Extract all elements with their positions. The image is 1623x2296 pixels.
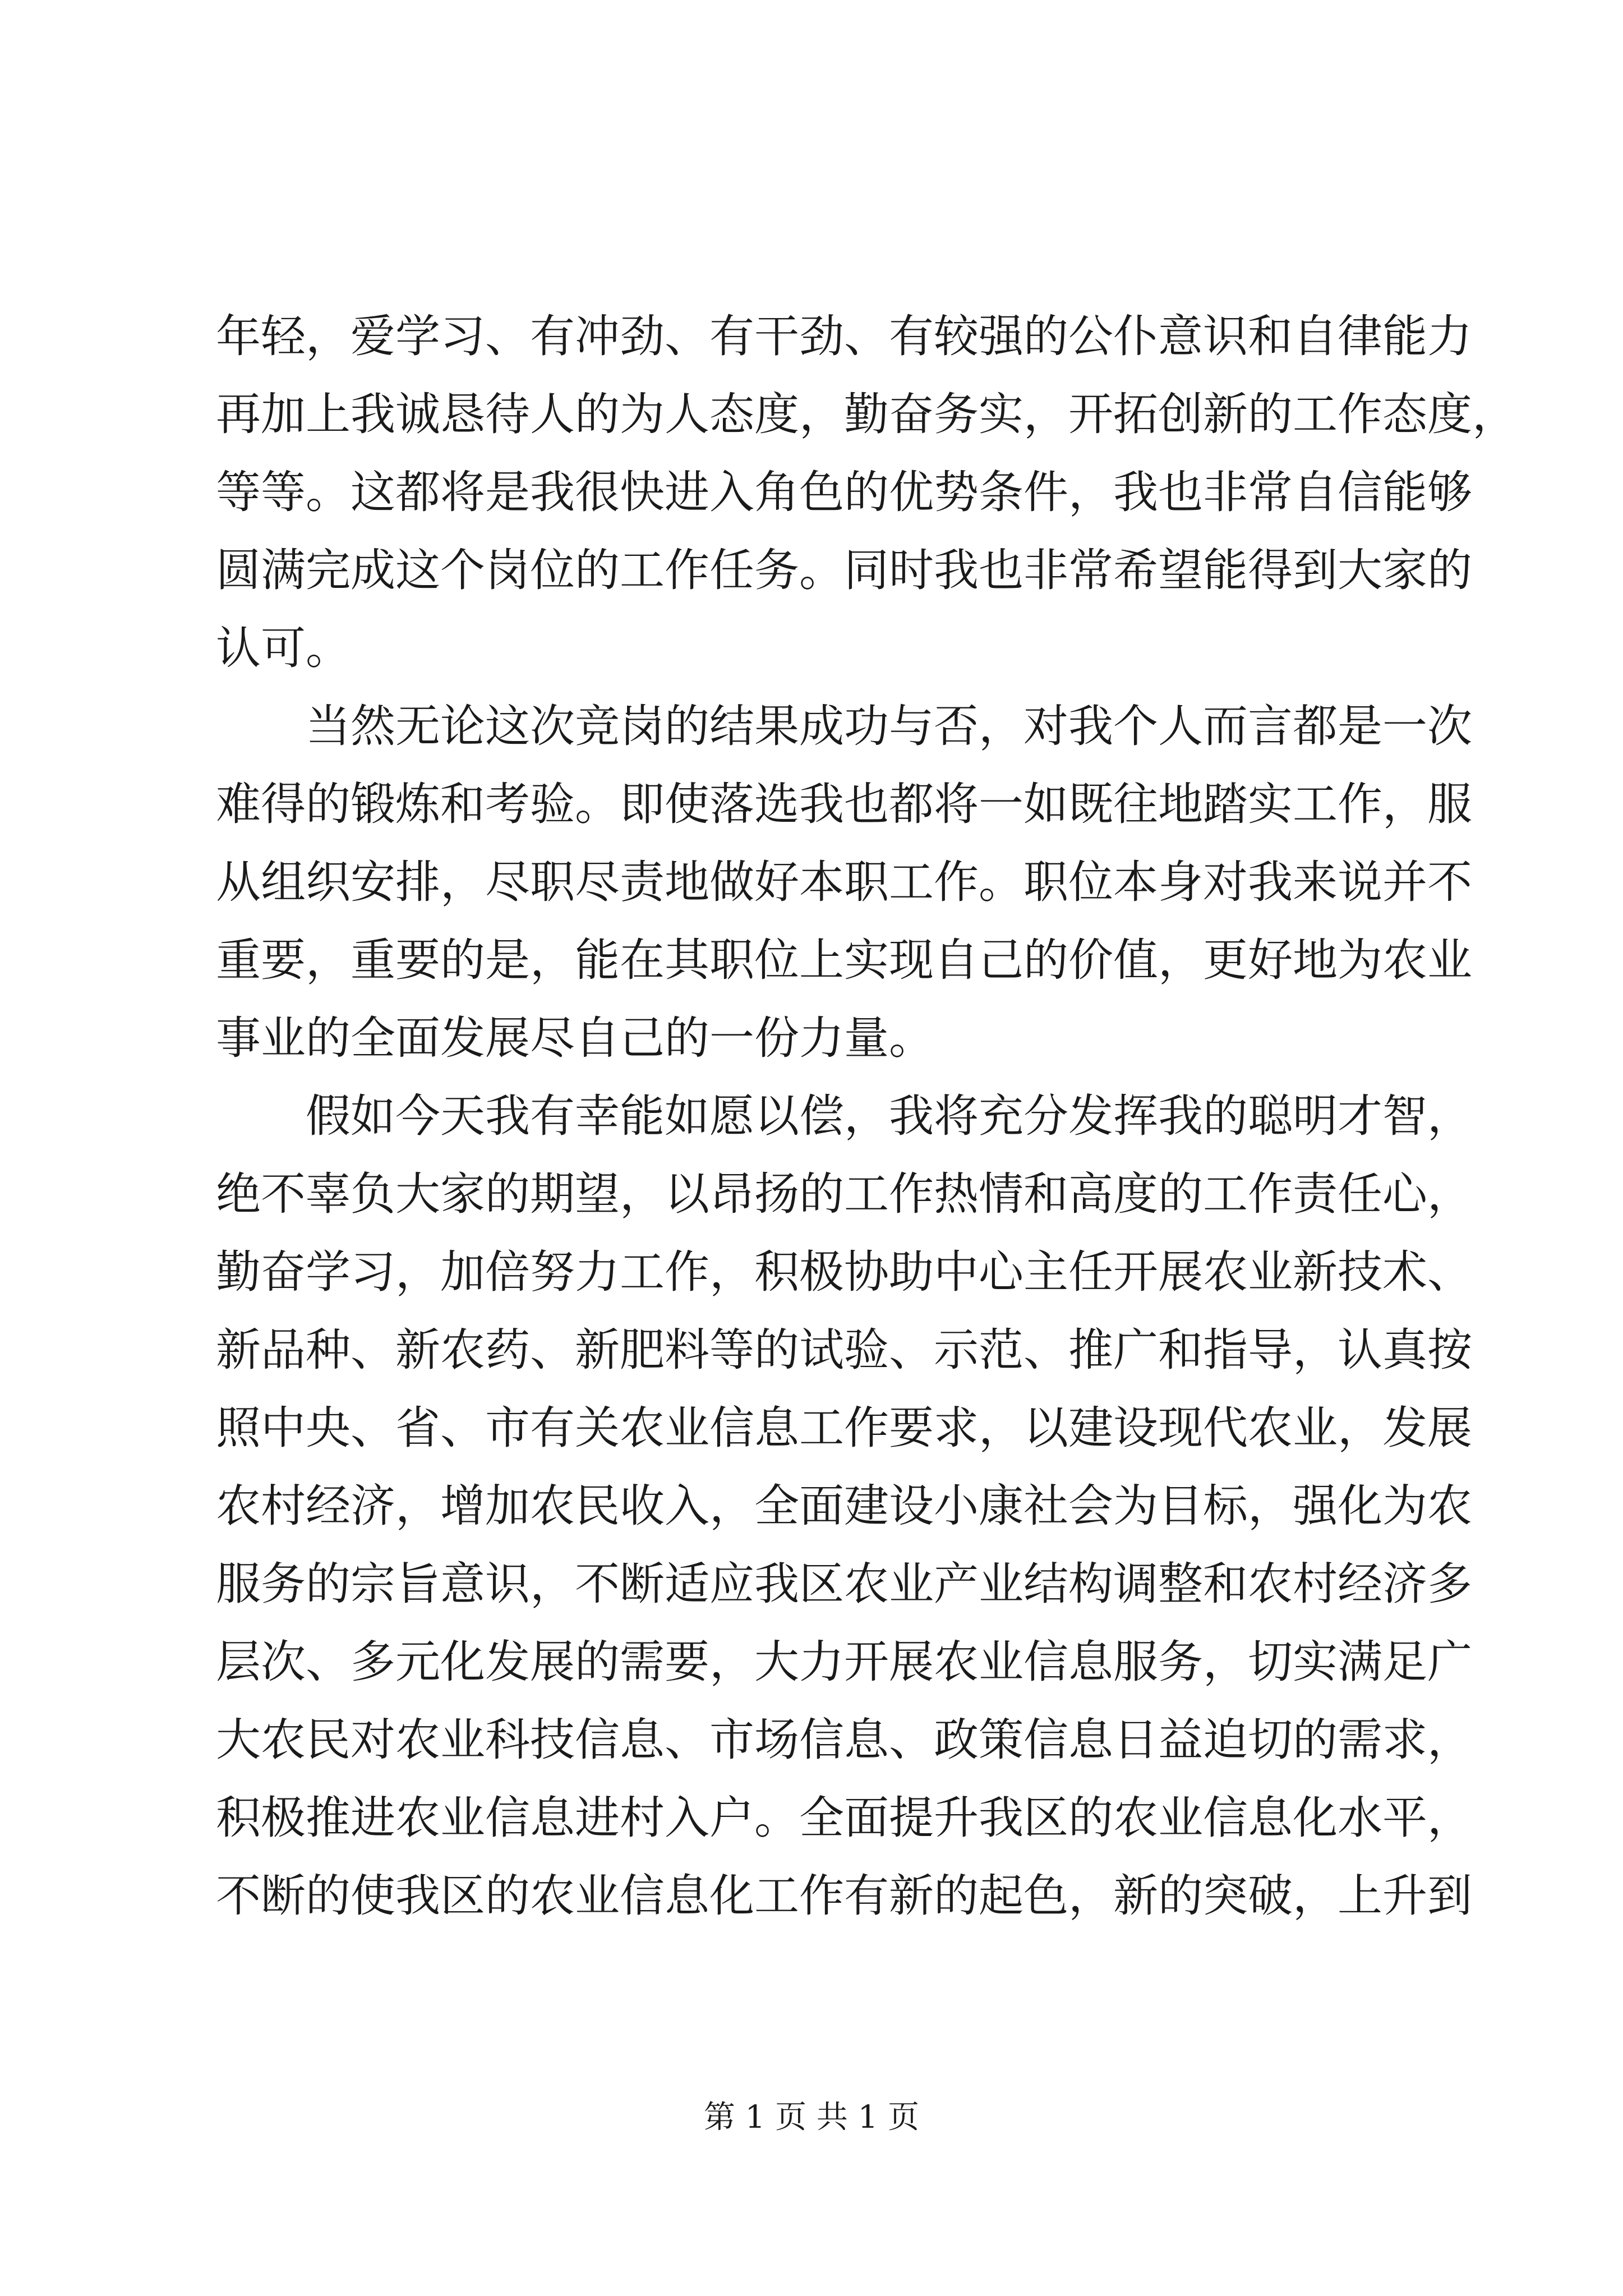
text-line: 难得的锻炼和考验。即使落选我也都将一如既往地踏实工作，服 — [216, 778, 1472, 830]
paragraph-1 — [216, 297, 1517, 687]
text-line: 新品种、新农药、新肥料等的试验、示范、推广和指导，认真按 — [216, 1324, 1472, 1376]
text-line: 农村经济，增加农民收入，全面建设小康社会为目标，强化为农 — [216, 1480, 1472, 1532]
text-line: 重要，重要的是，能在其职位上实现自己的价值，更好地为农业 — [216, 934, 1472, 986]
paragraph-3 — [216, 1077, 1472, 1935]
page-footer — [0, 2092, 1623, 2137]
text-line: 不断的使我区的农业信息化工作有新的起色，新的突破，上升到 — [216, 1870, 1472, 1922]
text-line: 年轻，爱学习、有冲劲、有干劲、有较强的公仆意识和自律能力 — [216, 310, 1472, 362]
text-line: 勤奋学习，加倍努力工作，积极协助中心主任开展农业新技术、 — [216, 1246, 1472, 1298]
text-line: 事业的全面发展尽自己的一份力量。 — [216, 1012, 934, 1064]
text-line: 再加上我诚恳待人的为人态度，勤奋务实，开拓创新的工作态度， — [216, 388, 1517, 440]
text-line: 层次、多元化发展的需要，大力开展农业信息服务，切实满足广 — [216, 1636, 1472, 1688]
text-line: 服务的宗旨意识，不断适应我区农业产业结构调整和农村经济多 — [216, 1558, 1472, 1610]
text-line: 绝不辜负大家的期望，以昂扬的工作热情和高度的工作责任心， — [216, 1168, 1472, 1220]
text-line: 认可。 — [216, 622, 351, 674]
text-line: 假如今天我有幸能如愿以偿，我将充分发挥我的聪明才智， — [306, 1090, 1472, 1142]
text-line: 积极推进农业信息进村入户。全面提升我区的农业信息化水平， — [216, 1792, 1472, 1844]
text-line: 圆满完成这个岗位的工作任务。同时我也非常希望能得到大家的 — [216, 544, 1472, 596]
text-line: 等等。这都将是我很快进入角色的优势条件，我也非常自信能够 — [216, 466, 1472, 518]
paragraph-2 — [216, 687, 1472, 1077]
document-body — [216, 297, 1517, 1935]
text-line: 从组织安排，尽职尽责地做好本职工作。职位本身对我来说并不 — [216, 856, 1472, 908]
text-line: 照中央、省、市有关农业信息工作要求，以建设现代农业，发展 — [216, 1402, 1472, 1454]
page-number-label: 第 1 页 共 1 页 — [703, 2099, 920, 2136]
text-line: 大农民对农业科技信息、市场信息、政策信息日益迫切的需求， — [216, 1714, 1472, 1766]
text-line: 当然无论这次竞岗的结果成功与否，对我个人而言都是一次 — [306, 700, 1472, 752]
